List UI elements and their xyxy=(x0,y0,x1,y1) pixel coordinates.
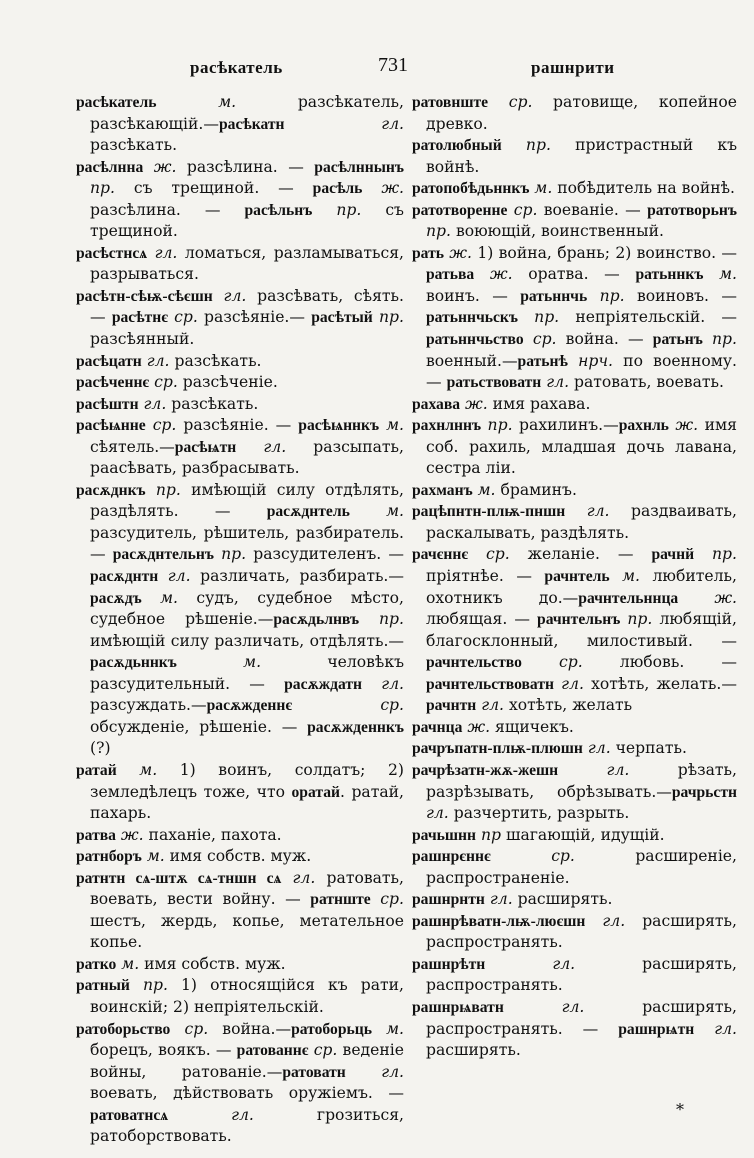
headword: ратьнѣ xyxy=(517,352,568,370)
dictionary-entry xyxy=(412,738,737,760)
definition-text: пристрастный къ войнѣ. xyxy=(426,136,737,176)
dictionary-entry xyxy=(412,92,737,135)
definition-text: имѣющій силу различать, отдѣлять.— xyxy=(90,631,404,650)
grammar-label: ж. xyxy=(474,265,513,284)
grammar-label: м. xyxy=(379,416,404,435)
dictionary-entry xyxy=(76,954,404,976)
headword: ратнборъ xyxy=(76,848,142,866)
definition-text: разсѣвать, сѣять. — xyxy=(90,286,404,327)
headword: рашнрѣватн-лѭ-люєшн xyxy=(412,912,586,930)
headword: расѫднтн xyxy=(90,568,159,586)
grammar-label: гл. xyxy=(284,114,404,133)
dictionary-entry xyxy=(76,243,404,286)
definition-text: воеваніе. — xyxy=(537,200,648,219)
grammar-label: ж. xyxy=(362,179,404,198)
grammar-label: ср. xyxy=(490,847,575,866)
headword: рачрьстн xyxy=(671,783,737,801)
grammar-label: гл. xyxy=(558,760,630,779)
grammar-label: ср. xyxy=(507,200,538,219)
definition-text: побѣдитель на войнѣ. xyxy=(552,179,735,198)
definition-text: хотѣть, желать.— xyxy=(583,674,737,693)
headword: расѫдьннкъ xyxy=(90,654,177,672)
grammar-label: м. xyxy=(141,847,165,866)
headword: расѣтый xyxy=(311,309,373,327)
definition-text: разсѣяніе.— xyxy=(197,308,312,327)
footer-mark: * xyxy=(676,1100,684,1119)
headword: расѫжденнкъ xyxy=(307,718,404,736)
definition-text: ратовать, воевать. xyxy=(569,373,724,392)
grammar-label: гл. xyxy=(541,373,570,392)
dictionary-entry xyxy=(76,351,404,373)
definition-text: разсѣянный. xyxy=(90,330,195,349)
headword: рашнрѩтн xyxy=(618,1020,695,1038)
headword: рахава xyxy=(412,395,461,413)
dictionary-entry xyxy=(412,394,737,416)
headword: рачєннє xyxy=(412,546,469,564)
headword: ратоватнсѧ xyxy=(90,1106,169,1124)
headword: рачнтель xyxy=(544,568,610,586)
grammar-label: пр. xyxy=(145,480,181,499)
grammar-label: пр. xyxy=(517,308,560,327)
grammar-label: ж. xyxy=(443,243,472,262)
definition-text: имя соб. рахиль, младшая дочь лавана, сестра ліи. xyxy=(426,416,737,478)
dictionary-entry xyxy=(412,200,737,243)
definition-text: борецъ, воякъ. — xyxy=(90,1041,237,1060)
grammar-label: пр. xyxy=(359,610,404,629)
headword: рачнтельннца xyxy=(578,589,679,607)
grammar-label: гл. xyxy=(158,567,191,586)
headword: рашнрєннє xyxy=(412,848,491,866)
definition-text: разсудитель, рѣшитель, разбиратель. — xyxy=(90,523,404,564)
headword: ратьствоватн xyxy=(446,374,542,392)
dictionary-entry xyxy=(76,157,404,243)
headword: расѫдъ xyxy=(90,589,142,607)
grammar-label: гл. xyxy=(503,997,585,1016)
grammar-label: гл. xyxy=(236,437,287,456)
dictionary-entry xyxy=(76,372,404,394)
headword: расѫднкъ xyxy=(76,481,146,499)
definition-text: желаніе. — xyxy=(509,545,652,564)
definition-text: шагающій, идущій. xyxy=(501,825,665,844)
headword: ратопобѣдьннкъ xyxy=(412,180,530,198)
definition-text: ратовать, воевать, вести войну. — xyxy=(90,868,404,909)
headword: ратьва xyxy=(426,266,475,284)
dictionary-entry xyxy=(412,178,737,200)
definition-text: обсужденіе, рѣшеніе. — xyxy=(90,717,308,736)
definition-text: грозиться, ратоборствовать. xyxy=(90,1105,404,1146)
right-column xyxy=(412,92,737,1062)
headword: расѣѩнне xyxy=(76,417,146,435)
definition-text: хотѣть, желать xyxy=(504,696,633,715)
definition-text: расширять, распространять. xyxy=(426,954,737,995)
grammar-label: ср. xyxy=(167,308,198,327)
headword: рашнрѣтн xyxy=(412,955,486,973)
definition-text: война. — xyxy=(556,330,653,349)
headword: расѣцатн xyxy=(76,352,142,370)
dictionary-entry xyxy=(76,415,404,480)
grammar-label: м. xyxy=(472,480,496,499)
grammar-label: пр. xyxy=(481,416,513,435)
header-left-catchword: расѣкатель xyxy=(190,58,283,77)
grammar-label: ж. xyxy=(462,717,491,736)
headword: расѣкатель xyxy=(76,94,157,111)
headword: расѫднтель xyxy=(266,503,350,521)
grammar-label: м. xyxy=(609,567,641,586)
definition-text: рахилинъ.— xyxy=(512,416,619,435)
grammar-label: м. xyxy=(349,502,404,521)
headword: рать xyxy=(412,244,444,262)
headword: ратованнє xyxy=(236,1042,309,1060)
definition-text: различать, разбирать.— xyxy=(190,567,404,586)
headword: рачнй xyxy=(651,546,695,564)
definition-text: (?) xyxy=(90,739,111,758)
definition-text: разсѣкатель, разсѣкающій.— xyxy=(90,93,404,133)
definition-text: расширять. xyxy=(512,890,613,909)
definition-text: расширять, распространять. — xyxy=(426,997,737,1038)
grammar-label: гл. xyxy=(141,351,170,370)
grammar-label: пр. xyxy=(620,610,653,629)
headword: ратоборьство xyxy=(76,1020,171,1038)
headword: рахманъ xyxy=(412,481,473,499)
grammar-label: гл. xyxy=(484,890,513,909)
headword: расѣлннынъ xyxy=(314,158,404,176)
definition-text: паханіе, пахота. xyxy=(143,825,282,844)
headword: рачнтн xyxy=(426,697,477,715)
dictionary-entry xyxy=(76,394,404,416)
dictionary-entry xyxy=(412,846,737,889)
grammar-label: гл. xyxy=(362,674,404,693)
definition-text: 1) относящійся къ рати, воинскій; 2) непріятельскій. xyxy=(90,976,404,1016)
headword: расѣѩннкъ xyxy=(298,417,380,435)
definition-text: съ трещиной. — xyxy=(114,179,313,198)
grammar-label: гл. xyxy=(147,243,178,262)
grammar-label: пр. xyxy=(129,976,168,995)
grammar-label: ср. xyxy=(308,1041,338,1060)
headword: расѫдьлнвъ xyxy=(273,611,360,629)
grammar-label: ср. xyxy=(468,545,510,564)
dictionary-entry xyxy=(76,846,404,868)
headword: расѣкатн xyxy=(218,115,285,133)
definition-text: черпать. xyxy=(610,739,687,758)
headword: ратовнште xyxy=(412,94,489,111)
definition-text: воинъ. — xyxy=(426,286,521,305)
grammar-label: пр. xyxy=(587,286,625,305)
grammar-label: ж. xyxy=(143,157,177,176)
dictionary-entry xyxy=(76,760,404,825)
headword: расѣльнъ xyxy=(244,201,313,219)
headword: оратай xyxy=(291,783,340,801)
grammar-label: гл. xyxy=(485,954,576,973)
grammar-label: м. xyxy=(116,760,158,779)
headword: ратьннчь xyxy=(520,287,588,305)
grammar-label: м. xyxy=(156,93,237,111)
dictionary-entry xyxy=(412,825,737,847)
headword: ратьннчьскъ xyxy=(426,309,518,327)
grammar-label: гл. xyxy=(553,674,584,693)
definition-text: раздваивать, раскалывать, раздѣлять. xyxy=(426,502,737,542)
definition-text: браминъ. xyxy=(495,480,577,499)
grammar-label: ср. xyxy=(521,653,583,672)
definition-text: разсудителенъ. — xyxy=(246,545,404,564)
grammar-label: пр. xyxy=(426,222,451,241)
definition-text: 1) война, брань; 2) воинство. — xyxy=(472,243,738,262)
dictionary-entry xyxy=(76,480,404,760)
grammar-label: гл. xyxy=(585,911,626,930)
definition-text: по военному. — xyxy=(426,351,737,392)
definition-text: разчертить, разрыть. xyxy=(448,804,630,823)
headword: рашнрѩватн xyxy=(412,998,504,1016)
headword: ратва xyxy=(76,826,116,844)
definition-text: воюющій, воинственный. xyxy=(450,222,664,241)
headword: расѣль xyxy=(312,180,363,198)
grammar-label: ср. xyxy=(292,696,404,715)
dictionary-entry xyxy=(412,717,737,739)
grammar-label: ж. xyxy=(678,588,737,607)
grammar-label: гл. xyxy=(345,1062,404,1081)
dictionary-entry xyxy=(76,975,404,1018)
definition-text: судъ, судебное мѣсто, судебное рѣшеніе.— xyxy=(90,588,405,629)
dictionary-entry xyxy=(412,889,737,911)
headword: ратолюбный xyxy=(412,137,502,155)
headword: ратный xyxy=(76,977,130,995)
definition-text: разсѣченіе. xyxy=(177,373,278,392)
definition-text: съ трещиной. xyxy=(90,200,404,241)
grammar-label: м. xyxy=(116,954,140,973)
headword: расѣштн xyxy=(76,395,139,413)
grammar-label: ж. xyxy=(460,394,488,413)
grammar-label: м. xyxy=(141,588,178,607)
definition-text: любящая. — xyxy=(426,610,538,629)
grammar-label: ср. xyxy=(145,416,177,435)
grammar-label: пр. xyxy=(372,308,404,327)
definition-text: воевать, дѣйствовать оружіемъ. — xyxy=(90,1084,404,1103)
definition-text: любовь. — xyxy=(582,653,737,672)
dictionary-entry xyxy=(76,825,404,847)
grammar-label: гл. xyxy=(426,804,449,823)
definition-text: ратовище, копейное древко. xyxy=(426,93,737,133)
headword: рачнтельство xyxy=(426,654,522,672)
headword: расѫднтельнъ xyxy=(112,546,214,564)
definition-text: любящій, благосклонный, милостивый. — xyxy=(426,610,737,650)
headword: рачръпатн-плѭ-плюшн xyxy=(412,740,583,758)
headword: рачнца xyxy=(412,718,463,736)
definition-text: разсѣкать. xyxy=(166,394,259,413)
definition-text: разсѣлина. — xyxy=(176,157,315,176)
definition-text: веденіе войны, ратованіе.— xyxy=(90,1041,404,1081)
headword: рашнрнтн xyxy=(412,891,485,909)
dictionary-entry xyxy=(412,997,737,1062)
grammar-label: ср. xyxy=(523,330,557,349)
headword: расѣтнє xyxy=(111,309,168,327)
dictionary-entry xyxy=(412,415,737,480)
headword: расѣченнє xyxy=(76,374,150,392)
definition-text: разсуждать.— xyxy=(90,696,207,715)
definition-text: имя собств. муж. xyxy=(139,954,286,973)
dictionary-entry xyxy=(76,286,404,351)
grammar-label: м. xyxy=(176,653,262,672)
grammar-label: гл. xyxy=(138,394,167,413)
headword: ратьннкъ xyxy=(635,266,704,284)
headword: рацѣпнтн-плѭ-пншн xyxy=(412,503,566,521)
dictionary-entry xyxy=(76,1019,404,1148)
headword: расѣлнна xyxy=(76,158,144,176)
grammar-label: гл. xyxy=(565,502,610,521)
definition-text: воиновъ. — xyxy=(624,286,737,305)
dictionary-entry xyxy=(412,760,737,825)
page-number: 731 xyxy=(378,54,408,76)
headword: ратнште xyxy=(310,891,371,909)
headword: ратай xyxy=(76,761,117,779)
headword: расѣтн-сѣѭ-сѣєшн xyxy=(76,287,213,305)
headword: ратотворенне xyxy=(412,201,508,219)
headword: расѫжденнє xyxy=(206,697,293,715)
definition-text: . ратай, пахарь. xyxy=(90,782,405,823)
dictionary-entry xyxy=(412,480,737,502)
grammar-label: гл. xyxy=(694,1019,737,1038)
headword: ратко xyxy=(76,955,117,973)
grammar-label: гл. xyxy=(212,286,247,305)
page-header xyxy=(0,54,754,84)
grammar-label: ср. xyxy=(149,373,178,392)
grammar-label: м. xyxy=(371,1019,404,1038)
headword: рачнтельствоватн xyxy=(426,675,554,693)
headword: ратьнъ xyxy=(652,331,703,349)
grammar-label: пр. xyxy=(702,330,737,349)
headword: рахнлннъ xyxy=(412,417,482,435)
definition-text: расширять, распространять. xyxy=(426,911,737,952)
grammar-label: ср. xyxy=(488,93,533,111)
grammar-label: м. xyxy=(529,179,553,198)
headword: расѫждатн xyxy=(284,675,363,693)
headword: расѣстнсѧ xyxy=(76,244,148,262)
definition-text: разсѣлина. — xyxy=(90,200,245,219)
definition-text: человѣкъ разсудительный. — xyxy=(90,653,404,693)
dictionary-entry xyxy=(412,954,737,997)
grammar-label: пр xyxy=(476,825,502,844)
definition-text: разсѣяніе. — xyxy=(176,416,299,435)
definition-text: война.— xyxy=(208,1019,292,1038)
definition-text: ящичекъ. xyxy=(490,717,574,736)
headword: рачнтельнъ xyxy=(537,611,621,629)
grammar-label: м. xyxy=(703,265,738,284)
headword: ратотворьнъ xyxy=(647,201,737,219)
grammar-label: гл. xyxy=(582,739,611,758)
dictionary-entry xyxy=(412,911,737,954)
definition-text: расширять. xyxy=(426,1041,521,1060)
definition-text: любитель, охотникъ до.— xyxy=(426,567,737,607)
grammar-label: ср. xyxy=(370,890,404,909)
grammar-label: пр. xyxy=(312,200,362,219)
headword: расѣѩтн xyxy=(174,438,237,456)
headword: ратнтн сѧ-штѫ сѧ-тншн сѧ xyxy=(76,869,282,887)
headword: рачрѣзатн-жѫ-жешн xyxy=(412,761,559,779)
headword: рачьшнн xyxy=(412,826,477,844)
definition-text: рѣзать, разрѣзывать, обрѣзывать.— xyxy=(426,760,737,801)
definition-text: имя рахава. xyxy=(487,394,591,413)
grammar-label: пр. xyxy=(501,136,551,155)
headword: ратоватн xyxy=(282,1063,346,1081)
dictionary-entry xyxy=(412,243,737,394)
definition-text: пріятнѣе. — xyxy=(426,567,545,586)
grammar-label: ср. xyxy=(170,1019,209,1038)
grammar-label: гл. xyxy=(168,1105,254,1124)
definition-text: сѣятель.— xyxy=(90,437,175,456)
grammar-label: гл. xyxy=(476,696,505,715)
dictionary-entry xyxy=(412,135,737,178)
definition-text: расширеніе, распространеніе. xyxy=(426,847,737,887)
dictionary-entry xyxy=(412,501,737,544)
headword: ратьннчьство xyxy=(426,331,524,349)
definition-text: имѣющій силу отдѣлять, раздѣлять. — xyxy=(90,480,404,521)
headword: ратоборьць xyxy=(291,1020,372,1038)
definition-text: разсыпать, раасѣвать, разбрасывать. xyxy=(90,437,404,478)
headword: рахнль xyxy=(618,417,669,435)
definition-text: оратва. — xyxy=(512,265,636,284)
definition-text: непріятельскій. — xyxy=(559,308,737,327)
dictionary-entry xyxy=(76,868,404,954)
dictionary-entry xyxy=(412,544,737,716)
grammar-label: ж. xyxy=(115,825,144,844)
definition-text: имя собств. муж. xyxy=(164,847,312,866)
grammar-label: нрч. xyxy=(567,351,613,370)
grammar-label: пр. xyxy=(90,179,115,198)
definition-text: разсѣкать. xyxy=(169,351,262,370)
grammar-label: пр. xyxy=(694,545,737,564)
definition-text: разсѣкать. xyxy=(90,136,178,155)
definition-text: военный.— xyxy=(426,351,518,370)
definition-text: ломаться, разламываться, разрываться. xyxy=(90,243,404,284)
grammar-label: гл. xyxy=(281,868,316,887)
definition-text: шестъ, жердь, копье, метательное копье. xyxy=(90,911,404,952)
definition-text: 1) воинъ, солдатъ; 2) земледѣлецъ тоже, что xyxy=(90,760,404,801)
header-right-catchword: рашнрити xyxy=(531,58,615,77)
left-column xyxy=(76,92,404,1148)
dictionary-entry xyxy=(76,92,404,157)
grammar-label: ж. xyxy=(668,416,699,435)
grammar-label: пр. xyxy=(213,545,247,564)
